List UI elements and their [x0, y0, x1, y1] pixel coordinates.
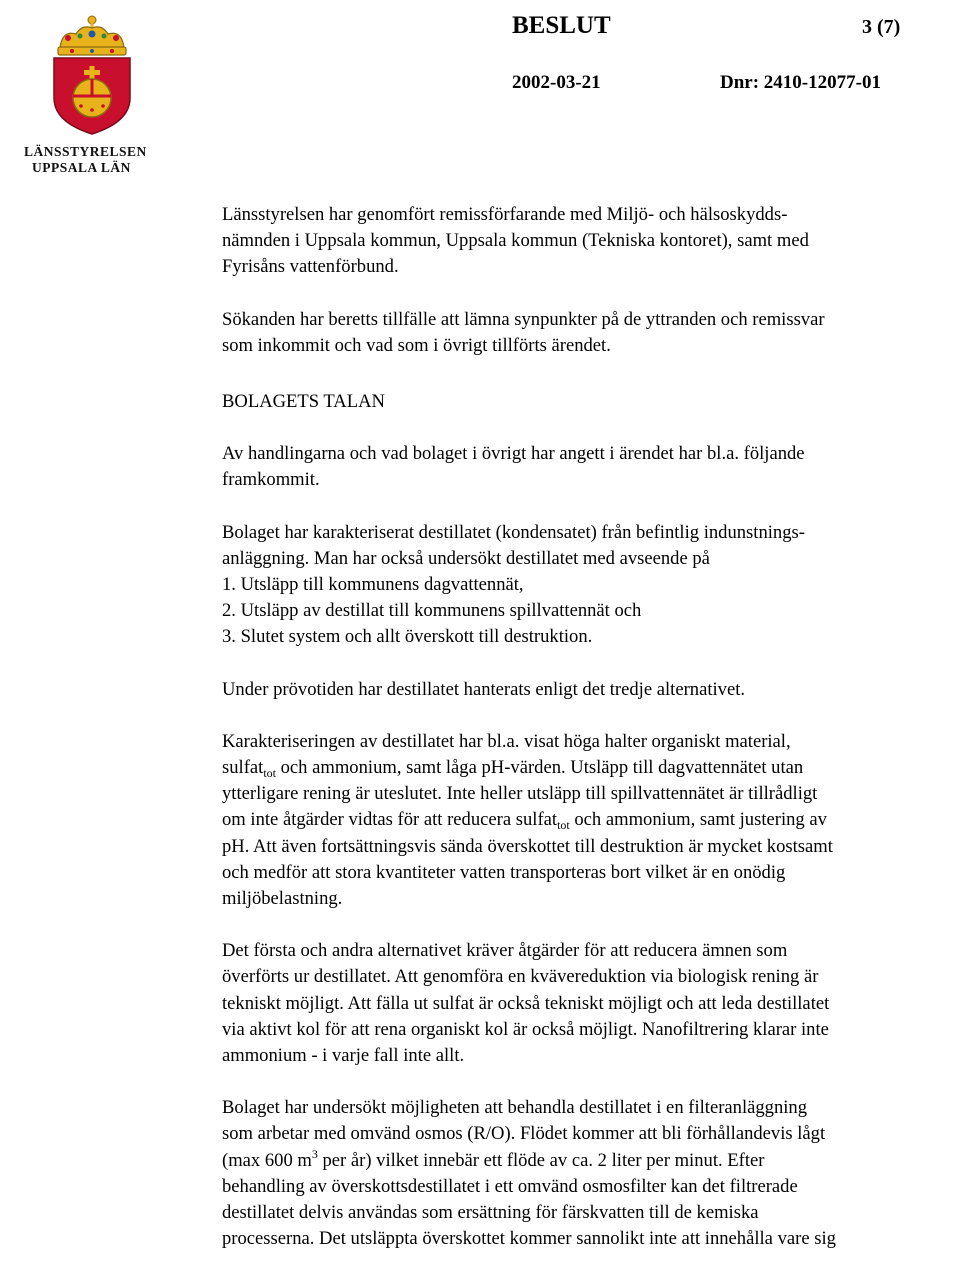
text-line: Bolaget har karakteriserat destillatet (kondensatet) från befintlig indunstnings-: [222, 521, 805, 543]
paragraph-alternativ: [222, 938, 956, 1069]
paragraph-provotid: [222, 677, 956, 703]
text-fragment: (max 600 m: [222, 1149, 312, 1171]
text-line: Av handlingarna och vad bolaget i övrigt har angett i ärendet har bl.a. följande: [222, 443, 805, 465]
text-line: Karakteriseringen av destillatet har bl.a. visat höga halter organiskt material,: [222, 730, 791, 752]
paragraph-filteranlaggning: [222, 1095, 956, 1252]
text-line: anläggning. Man har också undersökt destillatet med avseende på: [222, 547, 710, 569]
org-name-line2: UPPSALA LÄN: [32, 160, 131, 175]
text-line: [222, 757, 804, 781]
text-line: Fyrisåns vattenförbund.: [222, 256, 399, 278]
text-line: [222, 1146, 765, 1171]
document-date: 2002-03-21: [512, 72, 601, 93]
section-heading: BOLAGETS TALAN: [222, 391, 385, 413]
text-line: destillatet delvis användas som ersättning för färskvatten till de kemiska: [222, 1202, 759, 1224]
list-item: 2. Utsläpp av destillat till kommunens spillvattennät och: [222, 600, 642, 622]
text-fragment: och ammonium, samt låga pH-värden. Utsläpp till dagvattennätet utan: [275, 757, 804, 779]
text-line: Sökanden har beretts tillfälle att lämna synpunkter på de yttranden och remissvar: [222, 308, 825, 330]
list-item: 3. Slutet system och allt överskott till destruktion.: [222, 626, 593, 648]
text-line: framkommit.: [222, 469, 320, 491]
crown-icon: [58, 16, 126, 55]
text-fragment: om inte åtgärder vidtas för att reducera sulfat: [222, 809, 558, 831]
org-name-line1: LÄNSSTYRELSEN: [24, 144, 147, 159]
paragraph-sokanden: [222, 307, 956, 359]
paragraph-handlingar: [222, 441, 956, 493]
paragraph-karakteriserat: [222, 520, 956, 651]
text-line: ytterligare rening är uteslutet. Inte heller utsläpp till spillvattennätet är tillrådligt: [222, 783, 818, 805]
subscript: tot: [557, 818, 570, 833]
text-line: Det första och andra alternativet kräver åtgärder för att reducera ämnen som: [222, 940, 788, 962]
text-line: och medför att stora kvantiteter vatten transporteras bort vilket är en onödig: [222, 861, 786, 883]
reference-number: Dnr: 2410-12077-01: [720, 72, 881, 93]
document-body: [222, 202, 956, 1253]
text-line: som arbetar med omvänd osmos (R/O). Flödet kommer att bli förhållandevis lågt: [222, 1123, 826, 1145]
list-item: 1. Utsläpp till kommunens dagvattennät,: [222, 574, 524, 596]
text-line: behandling av överskottsdestillatet i ett omvänd osmosfilter kan det filtrerade: [222, 1175, 798, 1197]
subscript: tot: [263, 766, 276, 781]
text-line: via aktivt kol för att rena organiskt kol är också möjligt. Nanofiltrering klarar inte: [222, 1018, 829, 1040]
text-line: överförts ur destillatet. Att genomföra en kvävereduktion via biologisk rening är: [222, 966, 819, 988]
text-line: processerna. Det utsläppta överskottet kommer sannolikt inte att innehålla vare sig: [222, 1228, 836, 1250]
text-line: pH. Att även fortsättningsvis sända överskottet till destruktion är mycket kostsamt: [222, 835, 833, 857]
text-line: miljöbelastning.: [222, 888, 343, 910]
agency-logo: [24, 14, 154, 176]
text-line: ammonium - i varje fall inte allt.: [222, 1045, 465, 1067]
text-line: nämnden i Uppsala kommun, Uppsala kommun (Tekniska kontoret), samt med: [222, 230, 809, 252]
document-type: BESLUT: [512, 12, 611, 39]
text-fragment: och ammonium, samt justering av: [569, 809, 827, 831]
text-fragment: sulfat: [222, 757, 264, 779]
crest-icon: [42, 14, 142, 136]
text-fragment: per år) vilket innebär ett flöde av ca. 2 liter per minut. Efter: [317, 1149, 765, 1171]
text-line: som inkommit och vad som i övrigt tillförts ärendet.: [222, 334, 611, 356]
paragraph-karakteriseringen: [222, 729, 956, 912]
superscript: 3: [311, 1146, 318, 1161]
paragraph-remiss: [222, 202, 956, 281]
text-line: Bolaget har undersökt möjligheten att behandla destillatet i en filteranläggning: [222, 1097, 808, 1119]
page-number: 3 (7): [862, 16, 901, 38]
text-line: Under prövotiden har destillatet hanterats enligt det tredje alternativet.: [222, 678, 746, 700]
text-line: tekniskt möjligt. Att fälla ut sulfat är också tekniskt möjligt och att leda destillatet: [222, 992, 830, 1014]
text-line: [222, 809, 827, 833]
text-line: Länsstyrelsen har genomfört remissförfarande med Miljö- och hälsoskydds-: [222, 204, 788, 225]
